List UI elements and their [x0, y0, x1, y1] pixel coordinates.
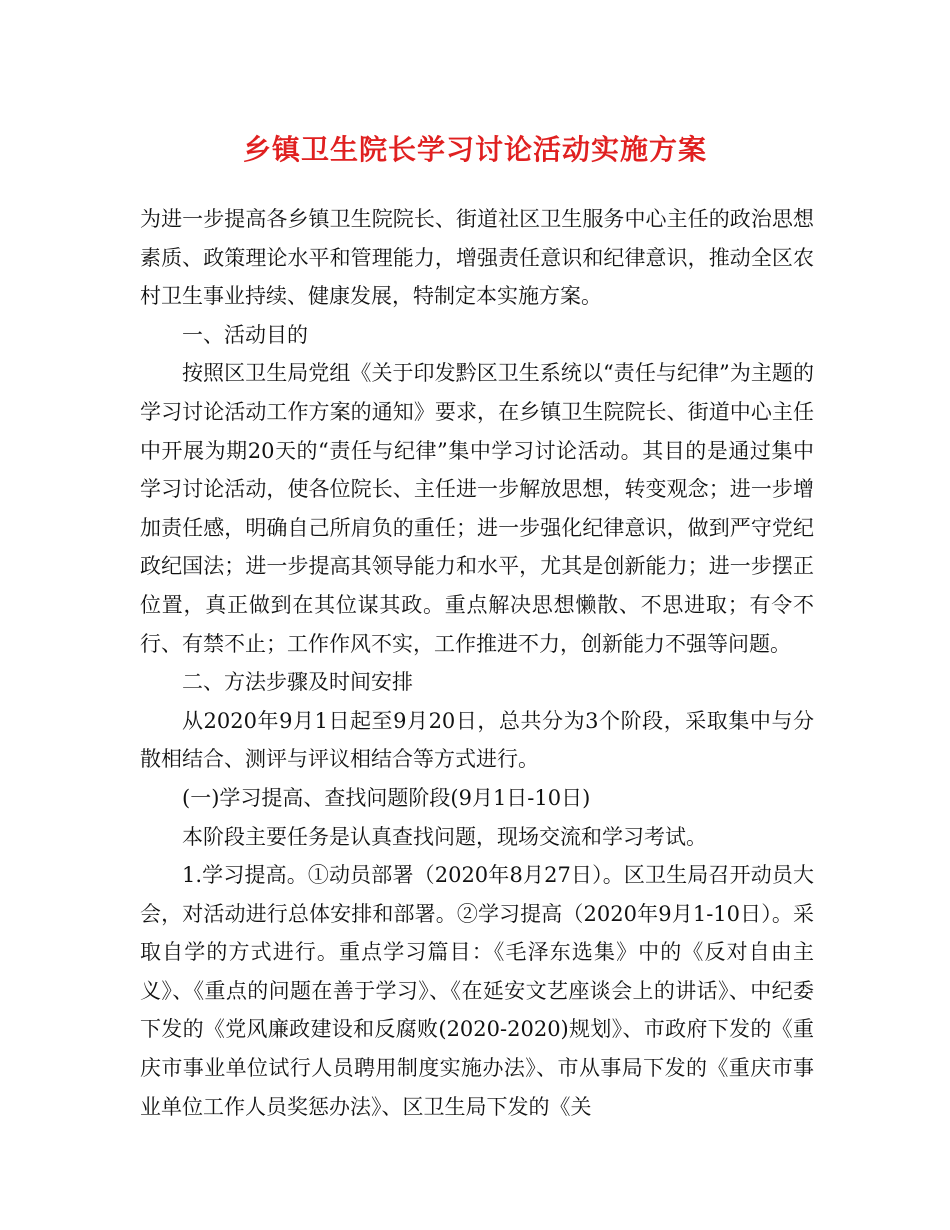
stage-one-task-paragraph: 本阶段主要任务是认真查找问题，现场交流和学习考试。: [182, 824, 707, 849]
steps-paragraph: 从2020年9月1日起至9月20日，总共分为3个阶段，采取集中与分散相结合、测评与评议相结合等方式进行。: [140, 708, 814, 772]
section-heading-steps: 二、方法步骤及时间安排: [182, 670, 413, 695]
study-item-paragraph: 1.学习提高。①动员部署（2020年8月27日）。区卫生局召开动员大会，对活动进行总体安排和部署。②学习提高（2020年9月1-10日）。采取自学的方式进行。重点学习篇目：《毛泽东选集》中的《反对自由主义》、《重点的问题在善于学习》、《在延安文艺座谈会上的讲话》、中纪委下发的《党风廉政建设和反腐败(2020-2020)规划》、市政府下发的《重庆市事业单位试行人员聘用制度实施办法》、市从事局下发的《重庆市事业单位工作人员奖惩办法》、区卫生局下发的《关: [140, 863, 814, 1119]
intro-paragraph: 为进一步提高各乡镇卫生院院长、街道社区卫生服务中心主任的政治思想素质、政策理论水平和管理能力，增强责任意识和纪律意识，推动全区农村卫生事业持续、健康发展，特制定本实施方案。: [140, 207, 814, 309]
purpose-paragraph: 按照区卫生局党组《关于印发黔区卫生系统以“责任与纪律”为主题的学习讨论活动工作方案的通知》要求，在乡镇卫生院院长、街道中心主任中开展为期20天的“责任与纪律”集中学习讨论活动。其目的是通过集中学习讨论活动，使各位院长、主任进一步解放思想，转变观念；进一步增加责任感，明确自己所肩负的重任；进一步强化纪律意识，做到严守党纪政纪国法；进一步提高其领导能力和水平，尤其是创新能力；进一步摆正位置，真正做到在其位谋其政。重点解决思想懒散、不思进取；有令不行、有禁不止；工作作风不实，工作推进不力，创新能力不强等问题。: [140, 361, 814, 656]
document-title: 乡镇卫生院长学习讨论活动实施方案: [242, 133, 707, 166]
document-body: [140, 200, 814, 1126]
section-heading-purpose: 一、活动目的: [182, 322, 308, 347]
subsection-heading-stage-one: (一)学习提高、查找问题阶段(9月1日-10日): [182, 785, 591, 810]
